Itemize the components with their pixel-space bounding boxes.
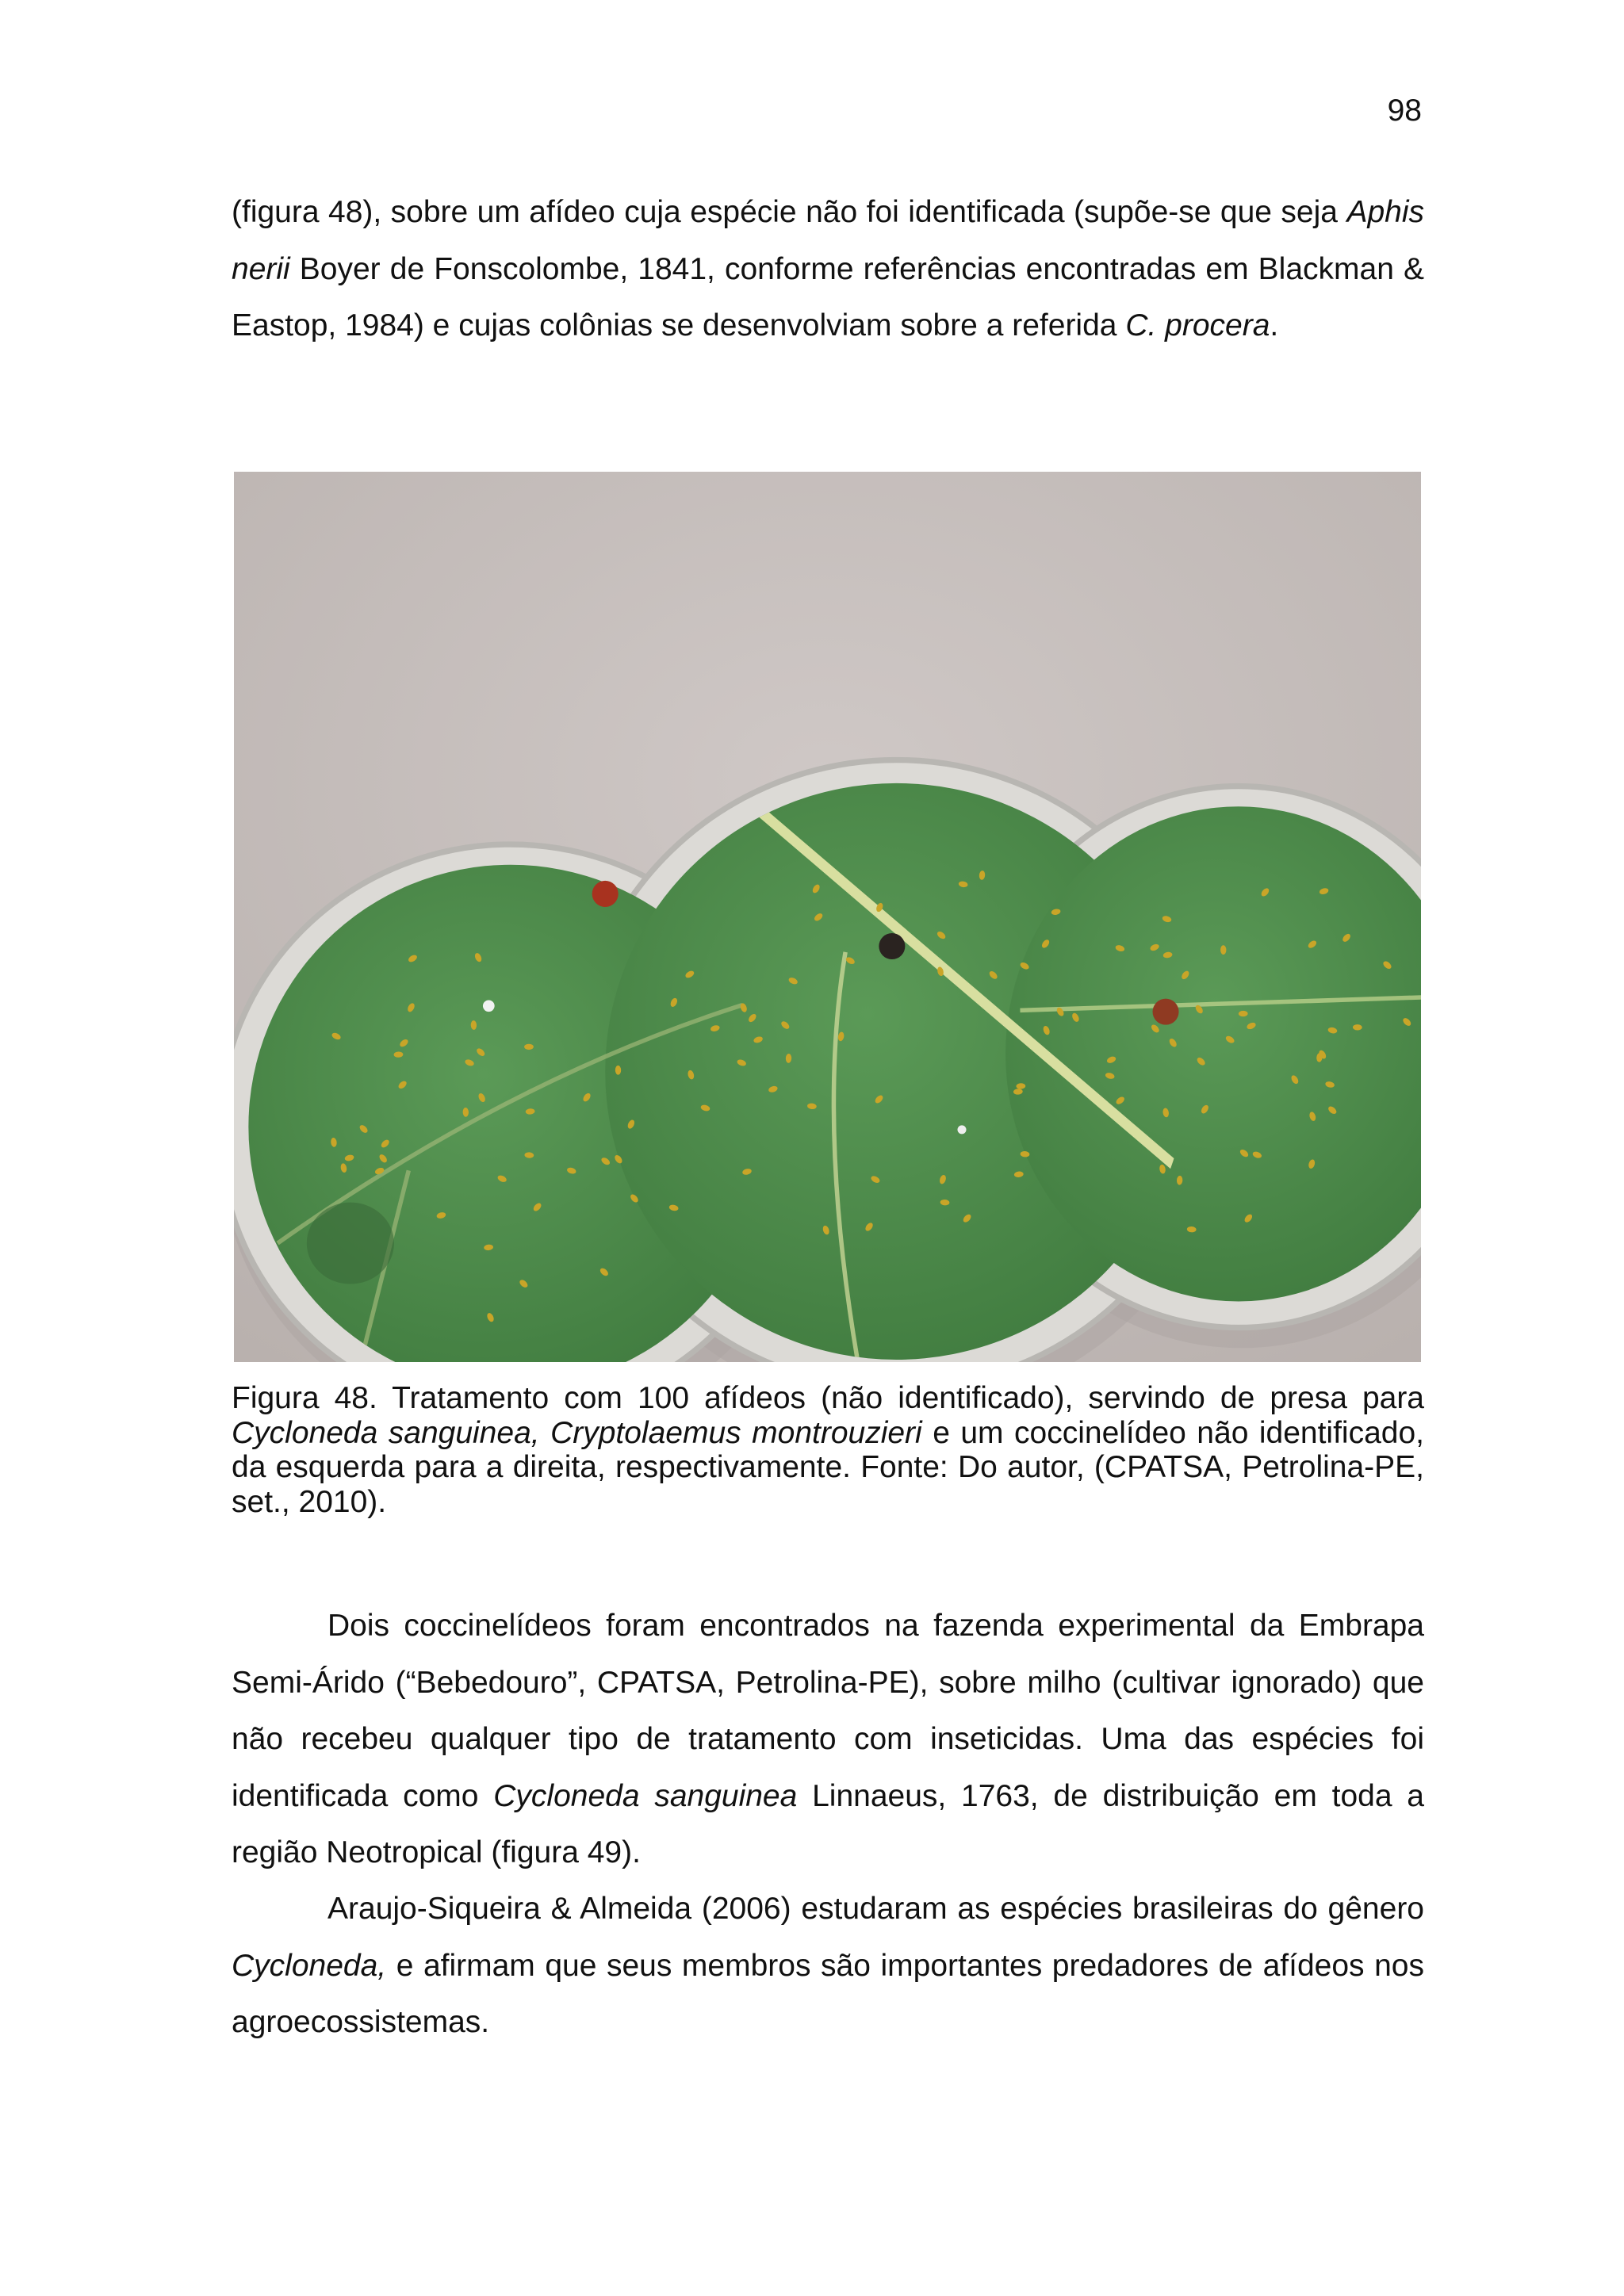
paragraph-text: . [1270,308,1279,342]
petri-dishes-photo [234,472,1421,1362]
ladybird-cryptolaemus [879,933,905,959]
ladybird-unidentified [1153,999,1179,1025]
paragraph-text: Araujo-Siqueira & Almeida (2006) estudaram as espécies brasileiras do gênero [327,1892,1424,1926]
figure-photo [234,472,1421,1362]
species-name: Aphis nerii [232,195,1424,286]
caption-text: Figura 48. Tratamento com 100 afídeos (não identificado), servindo de presa para [232,1381,1424,1415]
aphid [524,1044,534,1050]
paragraph [232,1881,1424,2051]
plant-name: C. procera [1125,308,1270,342]
ladybird-cycloneda [592,881,619,907]
paragraph-text: e afirmam que seus membros são importantes predadores de afídeos nos agroecossistemas. [232,1948,1424,2039]
figure-caption [232,1381,1424,1519]
paragraph-text: (figura 48), sobre um afídeo cuja espécie não foi identificada (supõe-se que seja [232,195,1347,229]
page-number: 98 [1387,94,1422,128]
paragraph [232,1598,1424,1881]
paragraph-text: Linnaeus, 1763, de distribuição em toda a região Neotropical (figura 49). [232,1778,1424,1869]
species-name: Cycloneda sanguinea [493,1778,798,1813]
caption-text: e um coccinelídeo não identificado, da esquerda para a direita, respectivamente. Fonte: Do autor, (CPATSA, Petrolina-PE, set., 2010). [232,1415,1424,1519]
genus-name: Cycloneda, [232,1948,387,1983]
paragraph-continued [232,184,1424,354]
caption-species: Cycloneda sanguinea, Cryptolaemus montrouzieri [232,1415,922,1450]
paragraph-text: Dois coccinelídeos foram encontrados na fazenda experimental da Embrapa Semi-Árido (“Bebedouro”, CPATSA, Petrolina-PE), sobre milho (cultivar ignorado) que não recebeu qualquer tipo de tratamento com inseticidas. Uma das espécies foi identificada como [232,1609,1424,1813]
paragraph-text: Boyer de Fonscolombe, 1841, conforme referências encontradas em Blackman & Eastop, 1984) e cujas colônias se desenvolviam sobre a referida [232,251,1424,342]
